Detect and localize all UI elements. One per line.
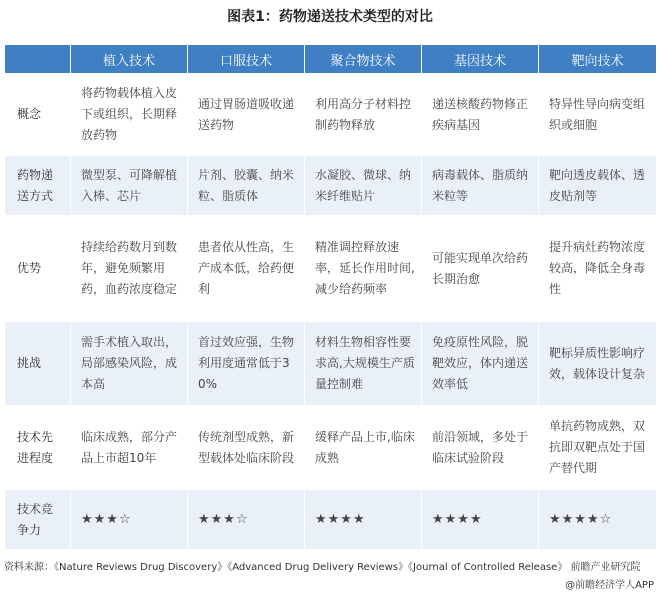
table-cell: 首过效应强，生物利用度通常低于30%	[188, 322, 305, 406]
table-row	[5, 322, 657, 406]
row-label-maturity: 技术先进程度	[5, 406, 71, 490]
header-implant: 植入技术	[71, 45, 188, 74]
table-row	[5, 156, 657, 216]
table-cell: 单抗药物成熟，双抗即双靶点处于国产替代期	[539, 406, 657, 490]
row-label-advantage: 优势	[5, 216, 71, 322]
table-cell: 微型泵、可降解植入棒、芯片	[71, 156, 188, 216]
star-rating: ★★★★	[422, 490, 539, 550]
comparison-table	[4, 44, 657, 550]
table-row	[5, 490, 657, 550]
star-rating: ★★★★	[305, 490, 422, 550]
table-cell: 靶标异质性影响疗效，载体设计复杂	[539, 322, 657, 406]
table-cell: 材料生物相容性要求高,大规模生产质量控制难	[305, 322, 422, 406]
table-cell: 患者依从性高，生产成本低，给药便利	[188, 216, 305, 322]
table-cell: 特异性导向病变组织或细胞	[539, 74, 657, 156]
table-row	[5, 74, 657, 156]
table-cell: 缓释产品上市,临床成熟	[305, 406, 422, 490]
header-gene: 基因技术	[422, 45, 539, 74]
row-label-delivery: 药物递送方式	[5, 156, 71, 216]
table-cell: 将药物载体植入皮下或组织，长期释放药物	[71, 74, 188, 156]
table-cell: 前沿领域，多处于临床试验阶段	[422, 406, 539, 490]
table-cell: 临床成熟，部分产品上市超10年	[71, 406, 188, 490]
table-cell: 提升病灶药物浓度较高，降低全身毒性	[539, 216, 657, 322]
credit-note: @前瞻经济学人APP	[565, 580, 654, 591]
figure-title: 图表1：药物递送技术类型的对比	[227, 9, 433, 25]
table-cell: 利用高分子材料控制药物释放	[305, 74, 422, 156]
row-label-competitiveness: 技术竞争力	[5, 490, 71, 550]
table-cell: 需手术植入取出，局部感染风险，成本高	[71, 322, 188, 406]
table-row	[5, 406, 657, 490]
star-rating: ★★★★☆	[539, 490, 657, 550]
source-note: 资料来源：《Nature Reviews Drug Discovery》《Advanced Drug Delivery Reviews》《Journal of Controlled Release》 前瞻产业研究院	[4, 562, 641, 573]
table-cell: 片剂、胶囊、纳米粒、脂质体	[188, 156, 305, 216]
table-cell: 水凝胶、微球、纳米纤维贴片	[305, 156, 422, 216]
row-label-challenge: 挑战	[5, 322, 71, 406]
header-empty	[5, 45, 71, 74]
table-cell: 靶向透皮载体、透皮贴剂等	[539, 156, 657, 216]
header-row	[5, 45, 657, 74]
header-oral: 口服技术	[188, 45, 305, 74]
table-cell: 病毒载体、脂质纳米粒等	[422, 156, 539, 216]
star-rating: ★★★☆	[71, 490, 188, 550]
table-cell: 持续给药数月到数年，避免频繁用药，血药浓度稳定	[71, 216, 188, 322]
table-cell: 通过胃肠道吸收递送药物	[188, 74, 305, 156]
table-row	[5, 216, 657, 322]
table-cell: 免疫原性风险，脱靶效应，体内递送效率低	[422, 322, 539, 406]
header-targeted: 靶向技术	[539, 45, 657, 74]
table-cell: 可能实现单次给药长期治愈	[422, 216, 539, 322]
star-rating: ★★★☆	[188, 490, 305, 550]
table-cell: 精准调控释放速率，延长作用时间,减少给药频率	[305, 216, 422, 322]
table-cell: 递送核酸药物修正疾病基因	[422, 74, 539, 156]
header-polymer: 聚合物技术	[305, 45, 422, 74]
row-label-concept: 概念	[5, 74, 71, 156]
table-cell: 传统剂型成熟，新型载体处临床阶段	[188, 406, 305, 490]
